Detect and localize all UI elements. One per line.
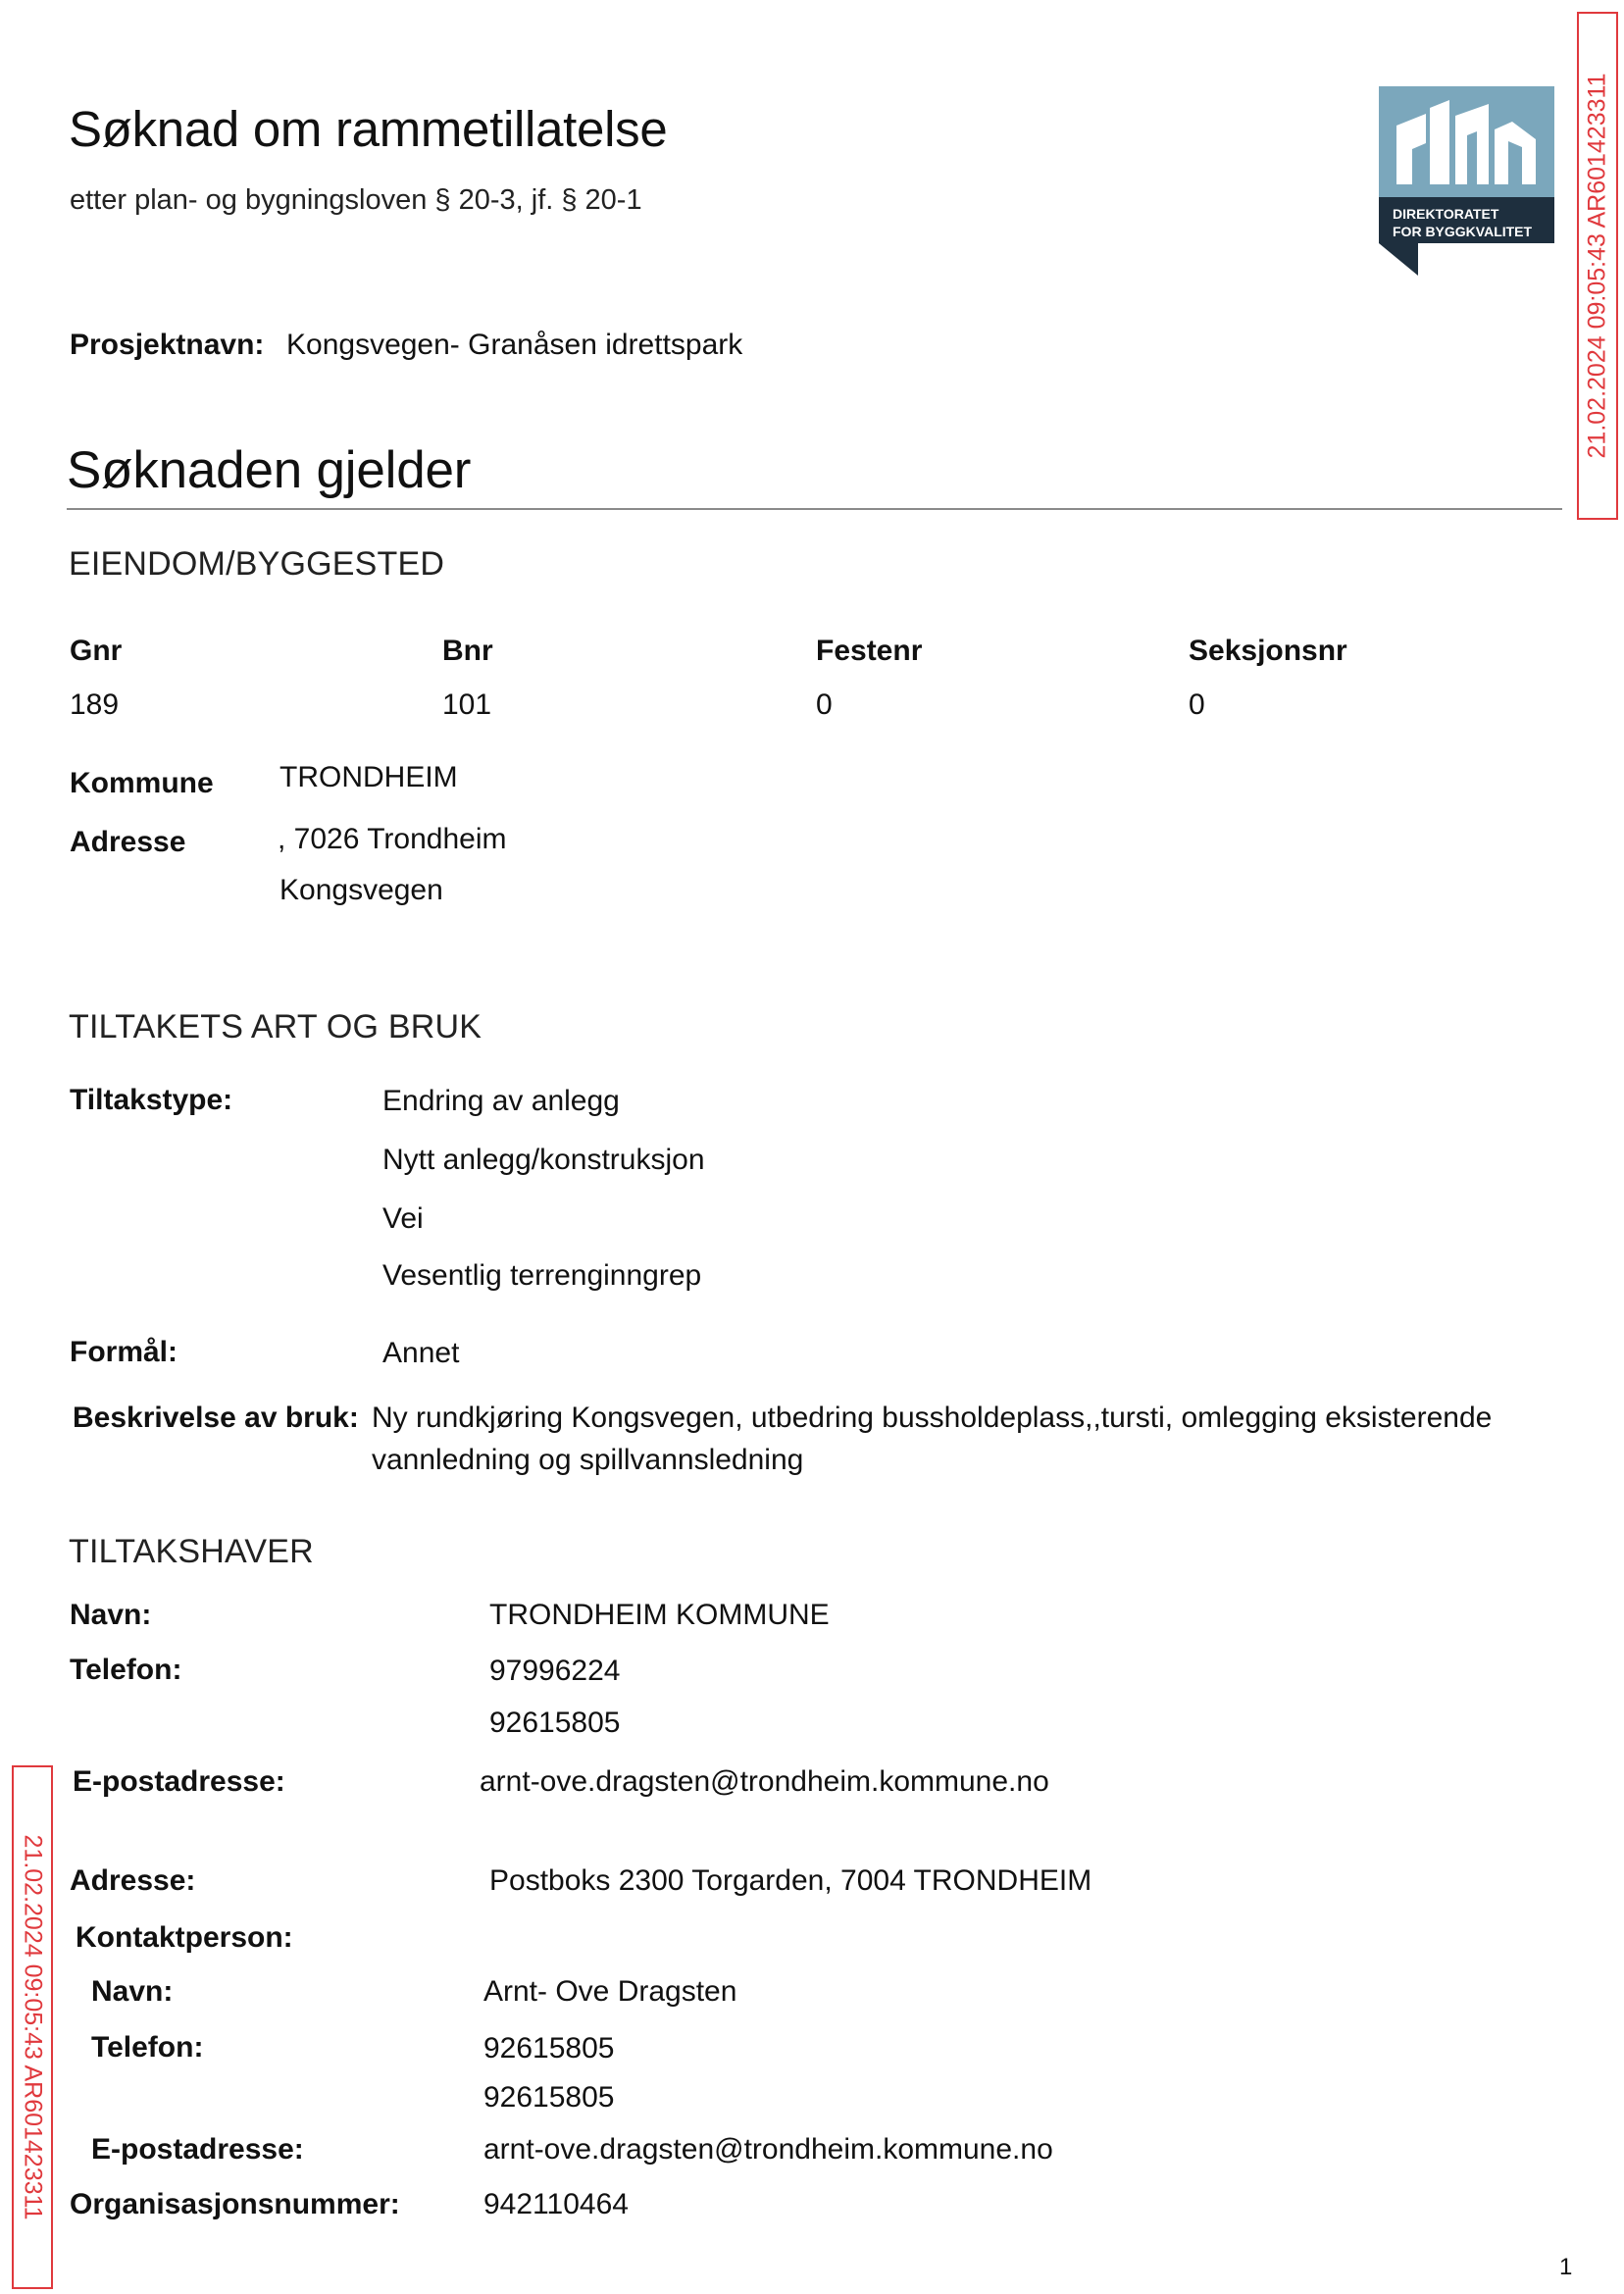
svg-text:DIREKTORATET: DIREKTORATET <box>1393 206 1499 222</box>
bnr-label: Bnr <box>442 635 493 667</box>
tiltakstype-item: Nytt anlegg/konstruksjon <box>382 1144 705 1176</box>
tiltakstype-label: Tiltakstype: <box>70 1084 233 1116</box>
festenr-label: Festenr <box>816 635 923 667</box>
tiltak-heading: TILTAKETS ART OG BRUK <box>69 1008 482 1045</box>
contact-phone-value: 92615805 <box>483 2081 615 2114</box>
gnr-value: 189 <box>70 688 120 721</box>
contact-name-value: Arnt- Ove Dragsten <box>483 1975 737 2008</box>
tiltakshaver-heading: TILTAKSHAVER <box>69 1533 314 1570</box>
contact-person-label: Kontaktperson: <box>76 1921 293 1954</box>
orgnr-value: 942110464 <box>483 2188 629 2220</box>
tiltakshaver-email-value: arnt-ove.dragsten@trondheim.kommune.no <box>480 1765 1049 1798</box>
timestamp-stamp-left <box>12 1765 53 2289</box>
address-line2: Kongsvegen <box>279 874 443 906</box>
tiltakstype-item: Endring av anlegg <box>382 1085 620 1117</box>
tiltakshaver-phone-label: Telefon: <box>70 1654 182 1686</box>
formal-value: Annet <box>382 1337 460 1369</box>
contact-phone-value: 92615805 <box>483 2032 615 2065</box>
tiltakshaver-name-value: TRONDHEIM KOMMUNE <box>489 1599 830 1631</box>
property-heading: EIENDOM/BYGGESTED <box>69 545 445 583</box>
tiltakshaver-name-label: Navn: <box>70 1599 152 1631</box>
timestamp-text: 21.02.2024 09:05:43 AR601423311 <box>1583 73 1611 459</box>
beskrivelse-line2: vannledning og spillvannsledning <box>372 1444 804 1476</box>
dibk-logo <box>1379 86 1554 276</box>
beskrivelse-line1: Ny rundkjøring Kongsvegen, utbedring bussholdeplass,,tursti, omlegging eksisterende <box>372 1402 1493 1434</box>
document-subtitle: etter plan- og bygningsloven § 20-3, jf. § 20-1 <box>70 184 642 216</box>
contact-phone-label: Telefon: <box>91 2031 204 2064</box>
document-title: Søknad om rammetillatelse <box>69 101 668 157</box>
project-name-value: Kongsvegen- Granåsen idrettspark <box>286 329 743 361</box>
tiltakshaver-address-value: Postboks 2300 Torgarden, 7004 TRONDHEIM <box>489 1864 1092 1897</box>
address-label: Adresse <box>70 826 186 858</box>
page-number: 1 <box>1559 2254 1573 2280</box>
seksjonsnr-label: Seksjonsnr <box>1189 635 1347 667</box>
timestamp-stamp-right <box>1577 12 1618 520</box>
gnr-label: Gnr <box>70 635 123 667</box>
beskrivelse-label: Beskrivelse av bruk: <box>73 1402 359 1434</box>
tiltakstype-item: Vei <box>382 1202 424 1235</box>
kommune-value: TRONDHEIM <box>279 761 458 793</box>
tiltakshaver-phone-value: 92615805 <box>489 1707 621 1739</box>
contact-name-label: Navn: <box>91 1975 174 2008</box>
bnr-value: 101 <box>442 688 492 721</box>
contact-email-value: arnt-ove.dragsten@trondheim.kommune.no <box>483 2133 1053 2166</box>
svg-text:FOR BYGGKVALITET: FOR BYGGKVALITET <box>1393 224 1533 239</box>
contact-email-label: E-postadresse: <box>91 2133 304 2166</box>
formal-label: Formål: <box>70 1336 178 1368</box>
timestamp-text: 21.02.2024 09:05:43 AR601423311 <box>19 1834 47 2220</box>
seksjonsnr-value: 0 <box>1189 688 1205 721</box>
tiltakshaver-phone-value: 97996224 <box>489 1655 621 1687</box>
section-divider <box>67 508 1562 510</box>
kommune-label: Kommune <box>70 767 214 799</box>
project-name-label: Prosjektnavn: <box>70 329 265 361</box>
orgnr-label: Organisasjonsnummer: <box>70 2188 400 2220</box>
tiltakshaver-address-label: Adresse: <box>70 1864 196 1897</box>
tiltakstype-item: Vesentlig terrenginngrep <box>382 1259 702 1292</box>
section-title: Søknaden gjelder <box>67 441 472 499</box>
festenr-value: 0 <box>816 688 833 721</box>
address-line1: , 7026 Trondheim <box>278 823 507 855</box>
tiltakshaver-email-label: E-postadresse: <box>73 1765 285 1798</box>
